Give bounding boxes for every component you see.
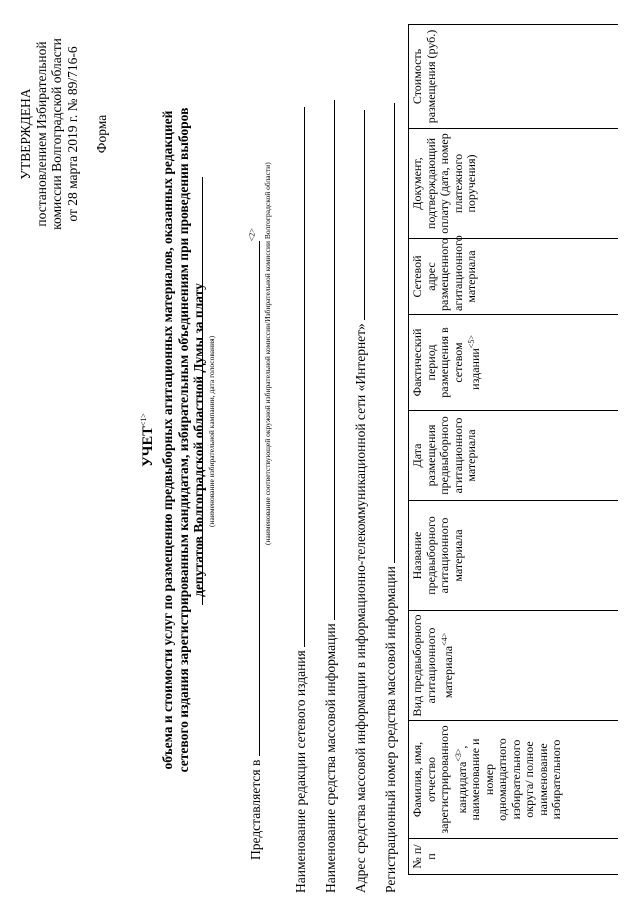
header-cell-material-name: Название предвыборного агитационного материала bbox=[409, 501, 619, 611]
editorial-label: Наименование редакции сетевого издания bbox=[293, 650, 308, 893]
header-cell-period: Фактический период размещения в сетевом издании$^{<5>}$ bbox=[409, 315, 619, 411]
reg-number-label: Регистрационный номер средства массовой информации bbox=[383, 566, 398, 893]
header-cell-payment-doc: Документ, подтверждающий оплату (дата, номер платежного поручения) bbox=[409, 129, 619, 239]
submitted-label: Представляется в bbox=[248, 759, 263, 860]
title-line: сетевого издания зарегистрированным кандидатам, избирательным объединениям при проведении выборов bbox=[175, 107, 191, 773]
media-name-line bbox=[322, 100, 335, 620]
editorial-row bbox=[292, 107, 309, 893]
header-cell-cost: Стоимость размещения (руб.) bbox=[409, 25, 619, 129]
approval-stamp bbox=[18, 19, 110, 249]
approved-line: постановлением Избирательной bbox=[33, 41, 49, 227]
media-name-row bbox=[322, 100, 339, 893]
reg-number-line bbox=[382, 103, 395, 563]
approved-line: комиссии Волгоградской области bbox=[49, 38, 64, 230]
campaign-line bbox=[202, 177, 203, 605]
approved-heading: УТВЕРЖДЕНА bbox=[18, 88, 33, 180]
header-cell-date: Дата размещения предвыборного агитационного материала bbox=[409, 411, 619, 501]
form-label: Форма bbox=[94, 114, 109, 154]
title-uchet: $УЧЕТ^{<1>}$ bbox=[139, 413, 156, 467]
approved-line: от 28 марта 2019 г. № 89/716-6 bbox=[64, 46, 80, 222]
campaign-hint: (наименование избирательной кампании, дата голосования) bbox=[207, 335, 216, 527]
submitted-line bbox=[247, 241, 260, 756]
table-header-row bbox=[409, 25, 619, 875]
media-name-label: Наименование средства массовой информации bbox=[323, 623, 338, 893]
title-line: объема и стоимости услуг по размещению предвыборных агитационных материалов, оказанных редакцией bbox=[160, 110, 176, 770]
submitted-footnote: <2> bbox=[247, 228, 257, 242]
commission-hint: (наименование соответствующей окружной избирательной комиссии/Избирательной комиссии Волгоградской области) bbox=[263, 162, 272, 545]
reg-number-row bbox=[382, 103, 399, 893]
media-address-label: Адрес средства массовой информации в информационно-телекоммуникационной сети «Интернет» bbox=[353, 323, 368, 893]
document-title bbox=[136, 15, 207, 865]
media-address-row bbox=[352, 110, 369, 893]
header-cell-material-type: Вид предвыборного агитационного материала$^{<4>}$ bbox=[409, 611, 619, 721]
submitted-row bbox=[247, 228, 264, 860]
media-address-line bbox=[352, 110, 365, 320]
header-cell-number: № п/п bbox=[409, 839, 619, 875]
accounting-table bbox=[408, 24, 618, 875]
title-line: депутатов Волгоградской областной Думы за плату bbox=[191, 283, 207, 597]
editorial-line bbox=[292, 107, 305, 647]
header-cell-address: Сетевой адрес размещенного агитационного материала bbox=[409, 239, 619, 315]
header-cell-candidate: Фамилия, имя, отчество зарегистрированного кандидата$^{<3>}$, наименование и номер одномандатного избирательного округа/ полное наименование избирательного bbox=[409, 721, 619, 839]
